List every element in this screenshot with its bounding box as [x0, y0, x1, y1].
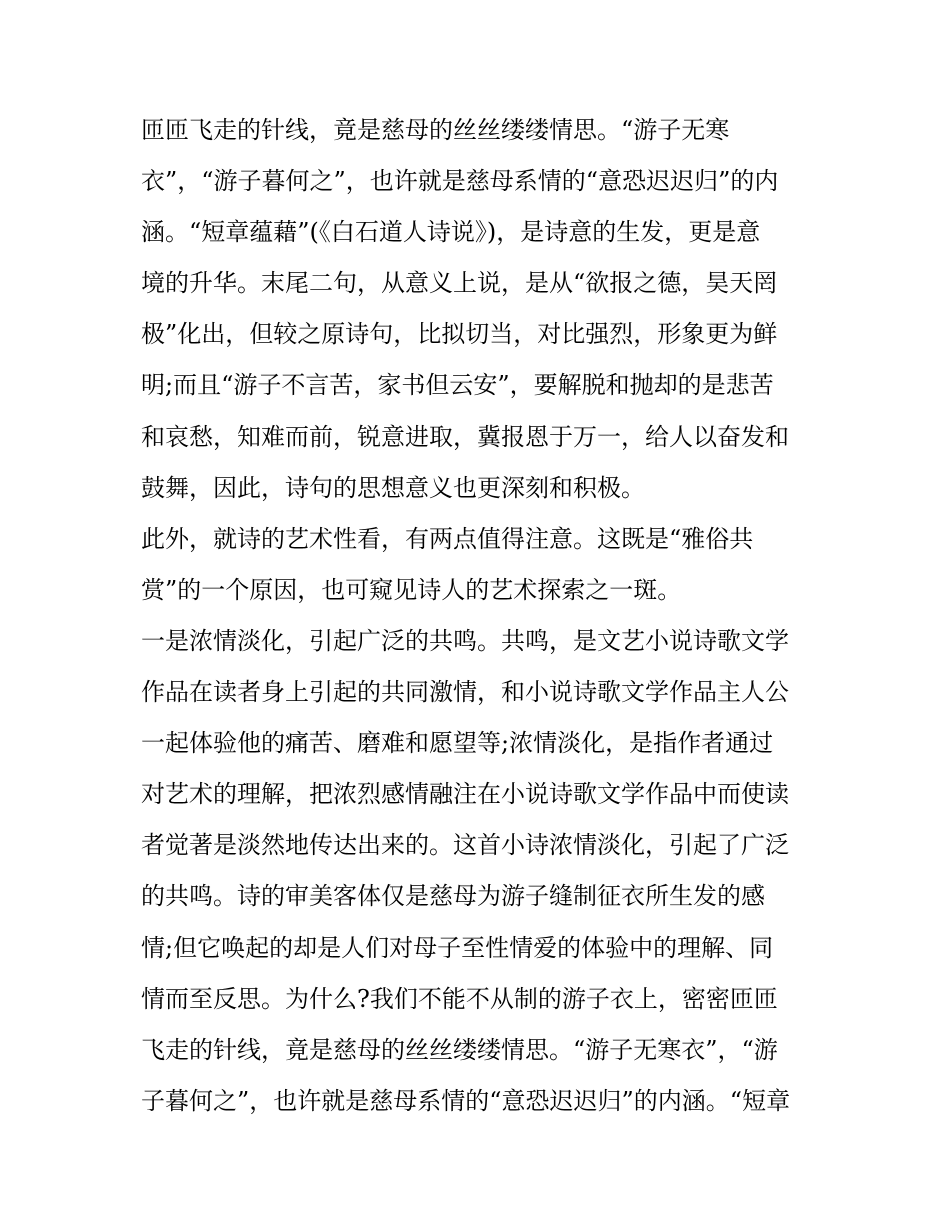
text-line: 一起体验他的痛苦、磨难和愿望等;浓情淡化，是指作者通过: [141, 729, 774, 758]
text-line: 极”化出，但较之原诗句，比拟切当，对比强烈，形象更为鲜: [141, 320, 778, 349]
text-line: 和哀愁，知难而前，锐意进取，冀报恩于万一，给人以奋发和: [141, 422, 789, 451]
text-line: 此外，就诗的艺术性看，有两点值得注意。这既是“雅俗共: [141, 524, 754, 553]
text-line: 飞走的针线，竟是慈母的丝丝缕缕情思。“游子无寒衣”，“游: [141, 1035, 778, 1064]
text-line: 对艺术的理解，把浓烈感情融注在小说诗歌文学作品中而使读: [141, 780, 789, 809]
text-line: 赏”的一个原因，也可窥见诗人的艺术探索之一斑。: [141, 575, 682, 604]
text-line: 衣”，“游子暮何之”，也许就是慈母系情的“意恐迟迟归”的内: [141, 167, 779, 196]
body-text: [141, 109, 821, 1131]
text-line: 情而至反思。为什么?我们不能不从制的游子衣上，密密匝匝: [141, 984, 778, 1013]
text-line: 鼓舞，因此，诗句的思想意义也更深刻和积极。: [141, 473, 645, 502]
text-line: 涵。“短章蕴藉”(《白石道人诗说》)，是诗意的生发，更是意: [141, 218, 761, 247]
text-line: 者觉著是淡然地传达出来的。这首小诗浓情淡化，引起了广泛: [141, 831, 789, 860]
text-line: 子暮何之”，也许就是慈母系情的“意恐迟迟归”的内涵。“短章: [141, 1086, 791, 1115]
text-line: 明;而且“游子不言苦，家书但云安”，要解脱和抛却的是悲苦: [141, 371, 774, 400]
text-line: 境的升华。末尾二句，从意义上说，是从“欲报之德，昊天罔: [141, 269, 778, 298]
text-line: 作品在读者身上引起的共同激情，和小说诗歌文学作品主人公: [141, 678, 789, 707]
text-line: 匝匝飞走的针线，竟是慈母的丝丝缕缕情思。“游子无寒: [141, 116, 730, 144]
text-line: 情;但它唤起的却是人们对母子至性情爱的体验中的理解、同: [141, 933, 774, 962]
text-line: 的共鸣。诗的审美客体仅是慈母为游子缝制征衣所生发的感: [141, 882, 765, 911]
text-line: 一是浓情淡化，引起广泛的共鸣。共鸣，是文艺小说诗歌文学: [141, 626, 789, 655]
